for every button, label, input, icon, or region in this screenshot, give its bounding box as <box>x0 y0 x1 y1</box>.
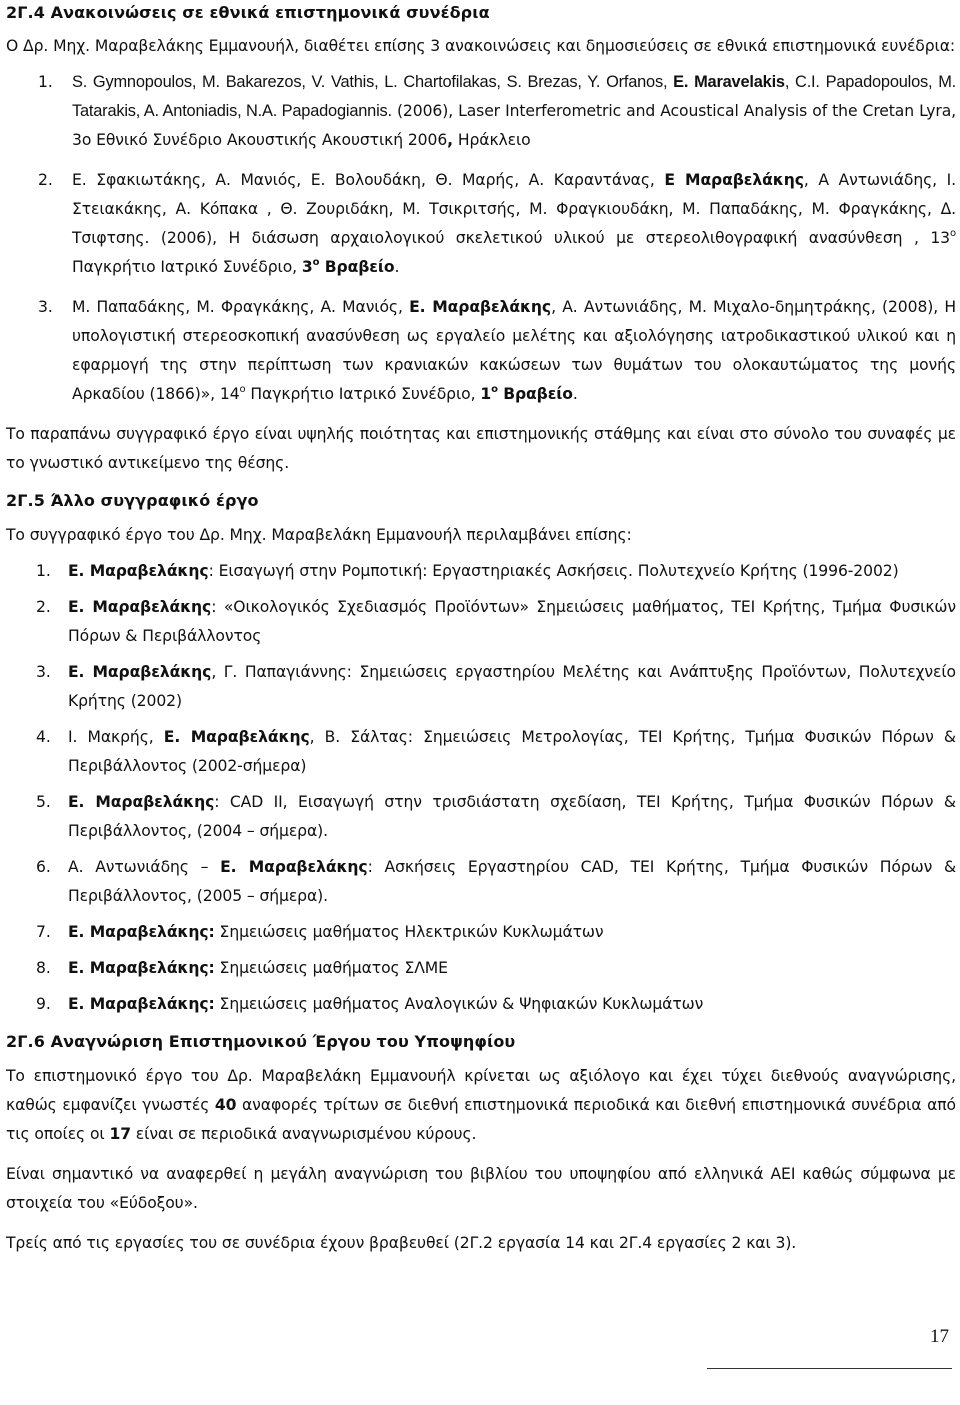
writing-details: : Ασκήσεις Εργαστηρίου CAD, ΤΕΙ Κρήτης, Τμήμα Φυσικών Πόρων & Περιβάλλοντος, (2005 – σήμερα). <box>68 858 957 905</box>
list-number: 3. <box>38 298 53 316</box>
section-6-paragraph-1: Το επιστημονικό έργο του Δρ. Μαραβελάκη Εμμανουήλ κρίνεται ως αξιόλογο και έχει τύχει διεθνούς αναγνώρισης, καθώς εμφανίζει γνωστές 40 αναφορές τρίτων σε διεθνή επιστημονικά περιοδικά και διεθνή επιστημονικά συνέδρια από τις οποίες οι 17 είναι σε περιοδικά αναγνωρισμένου κύρους. <box>6 1067 956 1143</box>
list-number: 3. <box>36 663 51 681</box>
list-number: 1. <box>38 73 53 91</box>
writing-item-9 <box>6 990 956 1019</box>
authors: S. Gymnopoulos, M. Bakarezos, V. Vathis, L. Chartofilakas, S. Brezas, Y. Orfanos, <box>72 73 674 91</box>
co-author: Α. Αντωνιάδης – <box>68 858 221 876</box>
list-number: 7. <box>36 923 51 941</box>
award: $1^o$ Βραβείο <box>480 384 573 403</box>
section-6-paragraph-3: Τρείς από τις εργασίες του σε συνέδρια έχουν βραβευθεί (2Γ.2 εργασία 14 και 2Γ.4 εργασίες 2 και 3). <box>6 1234 797 1252</box>
journal-citation-count: 17 <box>109 1125 131 1143</box>
highlighted-author: Ε Μαραβελάκης <box>664 171 804 189</box>
highlighted-author: Ε. Μαραβελάκης <box>68 598 212 616</box>
publication-details: , Α. Αντωνιάδης, Μ. Μιχαλο-δημητράκης, (2008), Η υπολογιστική στερεοσκοπική ανασύνθεση ως εργαλείο μελέτης και αξιολόγησης ιατροδικαστικού υλικού και η εφαρμογή της στην περίπτωση των κρανιακών κακώσεων των θυμάτων του ολοκαυτώματος της μονής Αρκαδίου (1866)», 14 <box>72 298 956 403</box>
highlighted-author: Ε. Μαραβελάκης <box>68 663 212 681</box>
co-author: Ι. Μακρής, <box>68 728 164 746</box>
highlighted-author: Ε. Μαραβελάκης: <box>68 959 215 977</box>
list-number: 8. <box>36 959 51 977</box>
writing-details: , Β. Σάλτας: Σημειώσεις Μετρολογίας, ΤΕΙ Κρήτης, Τμήμα Φυσικών Πόρων & Περιβάλλοντος (2002-σήμερα) <box>68 728 956 775</box>
highlighted-author: Ε. Μαραβελάκης: <box>68 995 215 1013</box>
writing-item-3 <box>6 658 956 716</box>
highlighted-author: Ε. Μαραβελάκης <box>68 793 215 811</box>
list-number: 2. <box>38 171 53 189</box>
list-number: 2. <box>36 598 51 616</box>
writing-item-5 <box>6 788 956 846</box>
award: $3^o$ Βραβείο <box>301 257 395 276</box>
writing-item-1 <box>6 557 956 586</box>
list-number: 6. <box>36 858 51 876</box>
section-4-intro: Ο Δρ. Μηχ. Μαραβελάκης Εμμανουήλ, διαθέτει επίσης 3 ανακοινώσεις και δημοσιεύσεις σε εθνικά επιστημονικά ευνέδρια: <box>6 37 956 55</box>
list-number: 9. <box>36 995 51 1013</box>
conference-item-1 <box>6 68 956 155</box>
section-4-summary: Το παραπάνω συγγραφικό έργο είναι υψηλής ποιότητας και επιστημονικής στάθμης και είναι στο σύνολο του συναφές με το γνωστικό αντικείμενο της θέσης. <box>6 425 956 472</box>
citation-count: 40 <box>214 1096 237 1114</box>
conference-name: Παγκρήτιο Ιατρικό Συνέδριο, <box>245 385 481 403</box>
highlighted-author: Ε. Μαραβελάκης: <box>68 923 215 941</box>
highlighted-author: Ε. Μαραβελάκης <box>163 728 310 746</box>
highlighted-author: Ε. Μαραβελάκης <box>409 298 552 316</box>
writing-details: : Εισαγωγή στην Ρομποτική: Εργαστηριακές Ασκήσεις. Πολυτεχνείο Κρήτης (1996-2002) <box>208 562 899 580</box>
conference-name: Παγκρήτιο Ιατρικό Συνέδριο, <box>72 258 302 276</box>
section-6-paragraph-2: Είναι σημαντικό να αναφερθεί η μεγάλη αναγνώριση του βιβλίου του υποψηφίου από ελληνικά ΑΕΙ καθώς σύμφωνα με στοιχεία του «Εύδοξου». <box>6 1165 956 1212</box>
writing-details: Σημειώσεις μαθήματος Αναλογικών & Ψηφιακών Κυκλωμάτων <box>214 995 704 1013</box>
period: . <box>572 385 578 403</box>
highlighted-author: E. Maravelakis <box>673 73 785 91</box>
writing-item-8 <box>6 954 956 983</box>
conference-item-2 <box>6 166 956 282</box>
highlighted-author: Ε. Μαραβελάκης <box>220 858 368 876</box>
writing-item-6 <box>6 853 956 911</box>
section-6-heading: 2Γ.6 Αναγνώριση Επιστημονικού Έργου του Υποψηφίου <box>6 1032 516 1051</box>
writing-details: : CAD II, Εισαγωγή στην τρισδιάστατη σχεδίαση, ΤΕΙ Κρήτης, Τμήμα Φυσικών Πόρων & Περιβάλλοντος, (2004 – σήμερα). <box>68 793 956 840</box>
writings-list <box>6 557 956 1019</box>
section-4-heading: 2Γ.4 Ανακοινώσεις σε εθνικά επιστημονικά συνέδρια <box>6 3 490 22</box>
conference-item-3 <box>6 293 956 409</box>
period: . <box>394 258 400 276</box>
list-number: 5. <box>36 793 51 811</box>
writing-item-2 <box>6 593 956 651</box>
publication-details: (2006), Laser Interferometric and Acoustical Analysis of the Cretan Lyra, 3ο Εθνικό Συνέδριο Ακουστικής Ακουστική 2006 <box>72 102 957 149</box>
publication-details: , Α Αντωνιάδης, Ι. Στειακάκης, Α. Κόπακα , Θ. Ζουριδάκη, Μ. Τσικριτσής, Μ. Φραγκιουδάκη, Μ. Παπαδάκης, Μ. Φραγκάκης, Δ. Τσιφτσης. (2006), Η διάσωση αρχαιολογικού σκελετικού υλικού με στερεολιθογραφική ανασύνθεση , 13 <box>72 171 956 247</box>
writing-item-4 <box>6 723 956 781</box>
authors-rest: , C.I. Papadopoulos, M. Tatarakis, A. Antoniadis, N.A. Papadogiannis. <box>72 73 956 120</box>
page-content <box>6 0 956 1258</box>
footer-divider <box>707 1368 952 1369</box>
superscript: ο <box>949 228 956 239</box>
writing-details: Σημειώσεις μαθήματος Ηλεκτρικών Κυκλωμάτων <box>214 923 604 941</box>
writing-item-7 <box>6 918 956 947</box>
list-number: 1. <box>36 562 51 580</box>
section-5-intro: Το συγγραφικό έργο του Δρ. Μηχ. Μαραβελάκη Εμμανουήλ περιλαμβάνει επίσης: <box>6 526 632 544</box>
writing-details: , Γ. Παπαγιάννης: Σημειώσεις εργαστηρίου Μελέτης και Ανάπτυξης Προϊόντων, Πολυτεχνείο Κρήτης (2002) <box>68 663 956 710</box>
page-number: 17 <box>930 1326 949 1347</box>
section-5-heading: 2Γ.5 Άλλο συγγραφικό έργο <box>6 491 259 510</box>
writing-details: : «Οικολογικός Σχεδιασμός Προϊόντων» Σημειώσεις μαθήματος, ΤΕΙ Κρήτης, Τμήμα Φυσικών Πόρων & Περιβάλλοντος <box>68 598 956 645</box>
authors: Μ. Παπαδάκης, Μ. Φραγκάκης, Α. Μανιός, <box>72 298 410 316</box>
writing-details: Σημειώσεις μαθήματος ΣΛΜΕ <box>214 959 448 977</box>
location: Ηράκλειο <box>452 131 531 149</box>
superscript: ο <box>239 384 246 395</box>
bold-comma: , <box>447 131 453 149</box>
highlighted-author: Ε. Μαραβελάκης <box>68 562 209 580</box>
conference-list <box>6 68 956 409</box>
list-number: 4. <box>36 728 51 746</box>
authors: Ε. Σφακιωτάκης, Α. Μανιός, Ε. Βολουδάκη, Θ. Μαρής, Α. Καραντάνας, <box>72 171 665 189</box>
